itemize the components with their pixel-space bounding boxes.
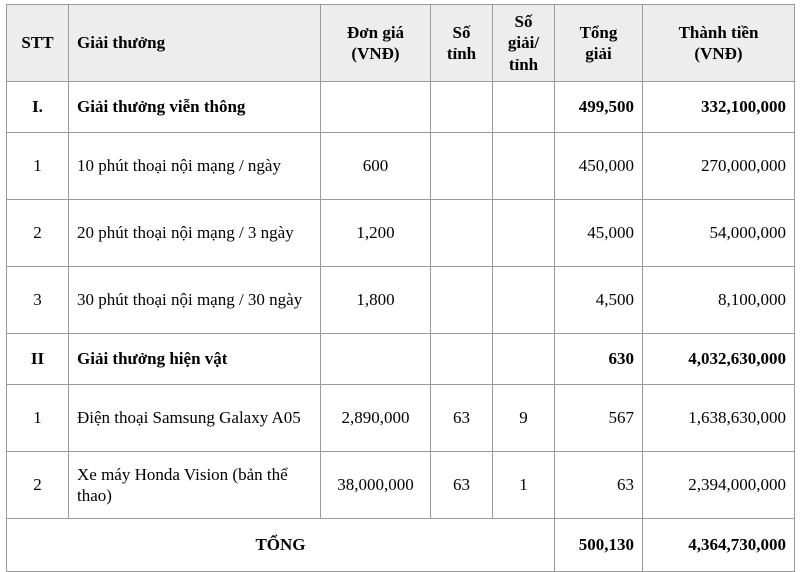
cell-stt: II: [7, 333, 69, 384]
cell-stt: 2: [7, 451, 69, 518]
cell-prize-name: Xe máy Honda Vision (bản thể thao): [69, 451, 321, 518]
column-header-provinces-line1: Số: [452, 22, 471, 42]
cell-unit-price: 1,800: [321, 266, 431, 333]
column-header-prize-name: Giải thưởng: [69, 5, 321, 82]
cell-per-province: 1: [493, 451, 555, 518]
cell-stt: 2: [7, 199, 69, 266]
table-row: [7, 384, 795, 451]
column-header-amount-line1: Thành tiền: [678, 22, 759, 42]
column-header-per-province: [493, 5, 555, 82]
column-header-unit-price-line1: Đơn giá: [346, 22, 405, 42]
cell-per-province: [493, 81, 555, 132]
cell-provinces: [431, 266, 493, 333]
table-row: [7, 132, 795, 199]
column-header-provinces-line2: tỉnh: [446, 43, 477, 63]
cell-provinces: [431, 333, 493, 384]
cell-total-prizes: 630: [555, 333, 643, 384]
cell-total-prizes: 450,000: [555, 132, 643, 199]
cell-unit-price: 1,200: [321, 199, 431, 266]
cell-per-province: 9: [493, 384, 555, 451]
table-row: [7, 333, 795, 384]
table-row: [7, 81, 795, 132]
column-header-unit-price-line2: (VNĐ): [351, 43, 400, 63]
cell-prize-name: 20 phút thoại nội mạng / 3 ngày: [69, 199, 321, 266]
column-header-unit-price: [321, 5, 431, 82]
cell-provinces: 63: [431, 384, 493, 451]
cell-amount: 54,000,000: [643, 199, 795, 266]
cell-unit-price: 600: [321, 132, 431, 199]
cell-per-province: [493, 266, 555, 333]
table-row: [7, 199, 795, 266]
cell-amount: 4,032,630,000: [643, 333, 795, 384]
table-row: [7, 266, 795, 333]
cell-per-province: [493, 132, 555, 199]
column-header-total-prizes-line1: Tổng: [579, 22, 618, 42]
cell-unit-price: 2,890,000: [321, 384, 431, 451]
cell-provinces: [431, 132, 493, 199]
table-header: [7, 5, 795, 82]
cell-total-prizes: 63: [555, 451, 643, 518]
cell-total-prizes: 45,000: [555, 199, 643, 266]
cell-stt: 1: [7, 132, 69, 199]
cell-total-prizes: 567: [555, 384, 643, 451]
cell-unit-price: [321, 333, 431, 384]
column-header-provinces: [431, 5, 493, 82]
grand-total-row: [7, 518, 795, 571]
cell-prize-name: Giải thưởng hiện vật: [69, 333, 321, 384]
cell-prize-name: 10 phút thoại nội mạng / ngày: [69, 132, 321, 199]
column-header-stt: STT: [7, 5, 69, 82]
cell-stt: I.: [7, 81, 69, 132]
cell-amount: 2,394,000,000: [643, 451, 795, 518]
cell-unit-price: 38,000,000: [321, 451, 431, 518]
cell-stt: 3: [7, 266, 69, 333]
cell-provinces: [431, 81, 493, 132]
cell-prize-name: Giải thưởng viễn thông: [69, 81, 321, 132]
grand-total-label: TỔNG: [7, 518, 555, 571]
prize-summary-table: [6, 4, 795, 572]
column-header-total-prizes-line2: giải: [585, 43, 612, 63]
cell-per-province: [493, 199, 555, 266]
column-header-total-prizes: [555, 5, 643, 82]
cell-unit-price: [321, 81, 431, 132]
cell-total-prizes: 499,500: [555, 81, 643, 132]
cell-amount: 1,638,630,000: [643, 384, 795, 451]
cell-total-prizes: 4,500: [555, 266, 643, 333]
cell-per-province: [493, 333, 555, 384]
cell-provinces: [431, 199, 493, 266]
grand-total-prizes: 500,130: [555, 518, 643, 571]
cell-provinces: 63: [431, 451, 493, 518]
cell-amount: 332,100,000: [643, 81, 795, 132]
cell-amount: 8,100,000: [643, 266, 795, 333]
cell-amount: 270,000,000: [643, 132, 795, 199]
grand-total-amount: 4,364,730,000: [643, 518, 795, 571]
table-header-row: [7, 5, 795, 82]
table-body: [7, 81, 795, 571]
column-header-per-province-line2: tỉnh: [508, 54, 539, 74]
table-row: [7, 451, 795, 518]
column-header-per-province-line1: Số giải/: [507, 12, 540, 53]
cell-stt: 1: [7, 384, 69, 451]
cell-prize-name: Điện thoại Samsung Galaxy A05: [69, 384, 321, 451]
column-header-amount: [643, 5, 795, 82]
cell-prize-name: 30 phút thoại nội mạng / 30 ngày: [69, 266, 321, 333]
column-header-amount-line2: (VNĐ): [694, 43, 743, 63]
